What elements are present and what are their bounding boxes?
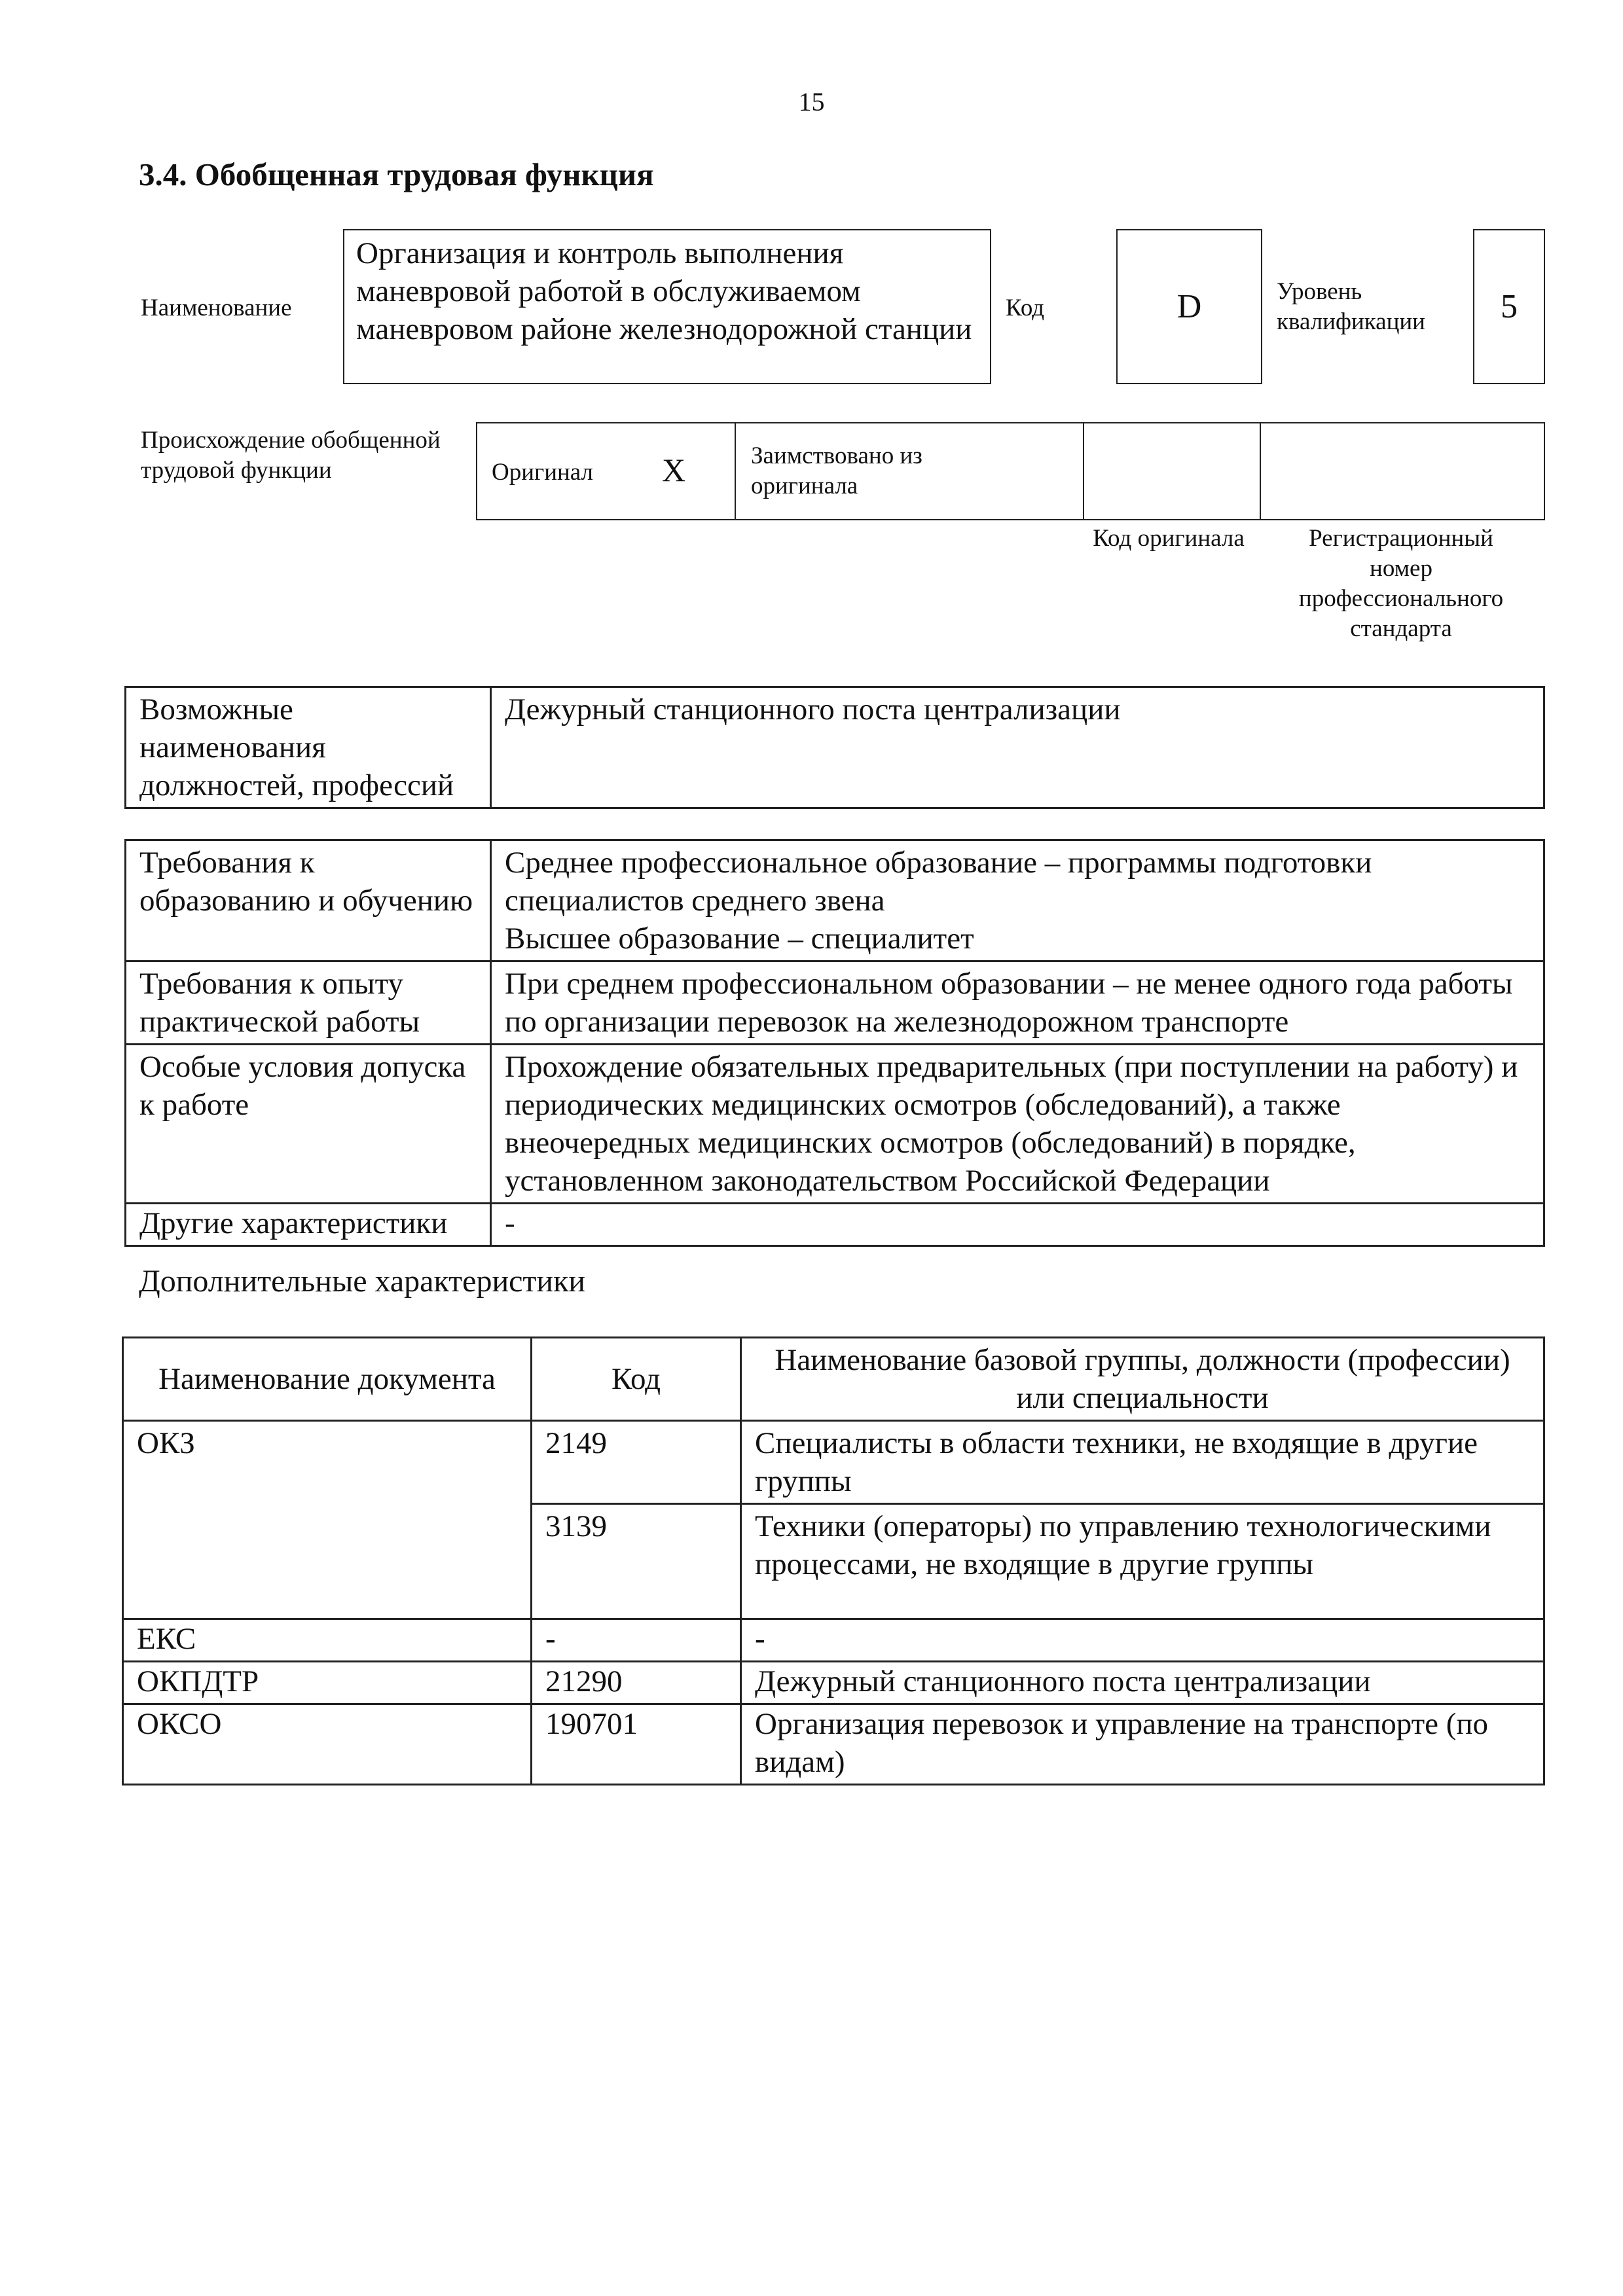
header-group-name: Наименование базовой группы, должности (профессии) или специальности	[741, 1338, 1544, 1421]
table-row	[126, 1045, 1544, 1204]
table-row	[123, 1619, 1544, 1662]
name-cell: Специалисты в области техники, не входящие в другие группы	[741, 1421, 1544, 1504]
table-row	[123, 1704, 1544, 1785]
divider	[735, 423, 736, 519]
table-row	[126, 840, 1544, 961]
table-row	[126, 1204, 1544, 1246]
table-header-row	[123, 1338, 1544, 1421]
positions-table	[124, 686, 1545, 809]
requirement-label: Требования к опыту практической работы	[126, 961, 491, 1045]
code-box	[1116, 229, 1262, 384]
header-code: Код	[532, 1338, 741, 1421]
requirement-value: Прохождение обязательных предварительных (при поступлении на работу) и периодических медицинских осмотров (обследований), а также внеочередных медицинских осмотров (обследований) в порядке, установленном законодательством Российской Федерации	[491, 1045, 1544, 1204]
borrowed-label: Заимствовано из оригинала	[751, 442, 922, 499]
additional-title: Дополнительные характеристики	[139, 1264, 586, 1299]
positions-label: Возможные наименования должностей, профессий	[126, 687, 491, 808]
name-cell: -	[741, 1619, 1544, 1662]
code-cell: 3139	[532, 1504, 741, 1619]
origin-row	[476, 422, 1545, 520]
requirement-value: Среднее профессиональное образование – программы подготовки специалистов среднего звена Высшее образование – специалитет	[491, 840, 1544, 961]
code-cell: -	[532, 1619, 741, 1662]
header-document: Наименование документа	[123, 1338, 532, 1421]
code-cell: 21290	[532, 1662, 741, 1704]
divider	[1083, 423, 1084, 519]
doc-cell: ОКПДТР	[123, 1662, 532, 1704]
table-row	[123, 1421, 1544, 1504]
requirement-label: Особые условия допуска к работе	[126, 1045, 491, 1204]
requirement-value: -	[491, 1204, 1544, 1246]
name-label: Наименование	[141, 295, 292, 321]
code-value: D	[1176, 288, 1202, 325]
code-original-caption: Код оригинала	[1093, 525, 1245, 552]
doc-cell: ЕКС	[123, 1619, 532, 1662]
origin-label: Происхождение обобщенной трудовой функции	[141, 427, 441, 484]
name-cell: Организация перевозок и управление на транспорте (по видам)	[741, 1704, 1544, 1785]
divider	[1260, 423, 1261, 519]
requirement-label: Требования к образованию и обучению	[126, 840, 491, 961]
table-row	[123, 1662, 1544, 1704]
additional-table	[122, 1336, 1545, 1785]
name-cell: Техники (операторы) по управлению технологическими процессами, не входящие в другие группы	[741, 1504, 1544, 1619]
requirements-table	[124, 839, 1545, 1247]
doc-cell: ОКЗ	[123, 1421, 532, 1619]
page-number: 15	[798, 87, 825, 117]
original-mark: X	[662, 452, 686, 488]
code-cell: 190701	[532, 1704, 741, 1785]
code-cell: 2149	[532, 1421, 741, 1504]
function-name-value: Организация и контроль выполнения маневровой работой в обслуживаемом маневровом районе железнодорожной станции	[356, 236, 972, 346]
table-row	[126, 961, 1544, 1045]
original-label: Оригинал	[492, 459, 594, 486]
code-label: Код	[1006, 295, 1045, 321]
qualification-level-value: 5	[1501, 288, 1518, 325]
requirement-value: При среднем профессиональном образовании – не менее одного года работы по организации перевозок на железнодорожном транспорте	[491, 961, 1544, 1045]
positions-value: Дежурный станционного поста централизации	[491, 687, 1544, 808]
qualification-level-box	[1473, 229, 1545, 384]
qualification-level-label: Уровень квалификации	[1277, 278, 1425, 335]
section-title: 3.4. Обобщенная трудовая функция	[139, 156, 654, 192]
reg-number-caption: Регистрационный номер профессионального стандарта	[1298, 525, 1504, 642]
function-name-box	[343, 229, 991, 384]
table-row	[126, 687, 1544, 808]
name-cell: Дежурный станционного поста централизации	[741, 1662, 1544, 1704]
requirement-label: Другие характеристики	[126, 1204, 491, 1246]
doc-cell: ОКСО	[123, 1704, 532, 1785]
